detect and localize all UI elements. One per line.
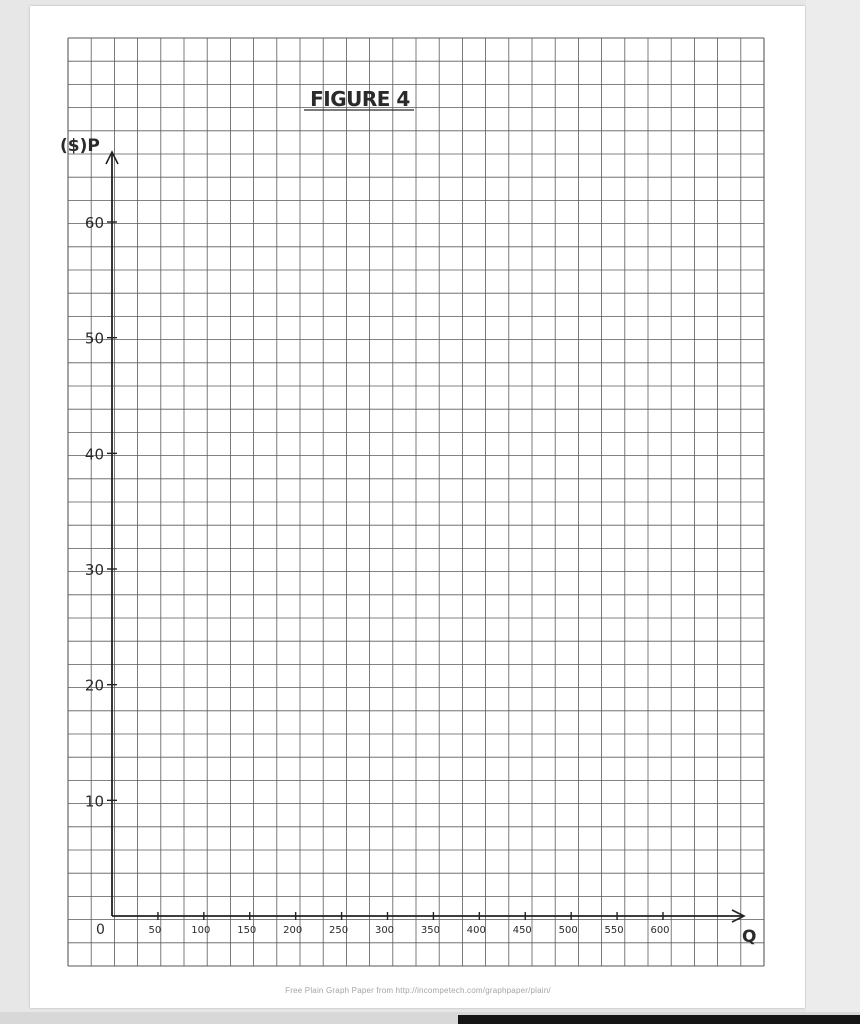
y-tick-label: 10	[84, 792, 104, 811]
y-tick-label: 60	[84, 214, 104, 232]
origin-label: 0	[96, 922, 105, 938]
y-tick-label: 40	[84, 445, 104, 464]
x-axis-label: Q	[742, 927, 757, 947]
x-tick-label: 450	[512, 925, 532, 936]
footer-credit: Free Plain Graph Paper from http://incompetech.com/graphpaper/plain/	[285, 986, 551, 995]
x-tick-label: 550	[604, 925, 624, 936]
y-tick-label: 20	[84, 676, 104, 695]
x-tick-label: 200	[283, 925, 303, 936]
x-tick-label: 250	[329, 925, 349, 936]
x-tick-label: 350	[420, 925, 440, 936]
y-axis-label: ($)P	[60, 136, 100, 156]
x-tick-label: 50	[148, 925, 162, 936]
x-tick-label: 100	[191, 925, 211, 936]
x-tick-label: 150	[237, 925, 257, 936]
x-tick-label: 500	[558, 925, 578, 936]
grid-lines	[68, 38, 764, 966]
y-tick-label: 50	[84, 329, 104, 348]
y-tick-label: 30	[84, 561, 104, 579]
chart-title: FIGURE 4	[310, 87, 410, 111]
x-tick-label: 400	[466, 925, 486, 936]
axis-ticks	[107, 222, 663, 920]
tick-labels	[85, 214, 670, 936]
x-tick-label: 600	[650, 925, 670, 936]
x-tick-label: 300	[374, 925, 395, 936]
